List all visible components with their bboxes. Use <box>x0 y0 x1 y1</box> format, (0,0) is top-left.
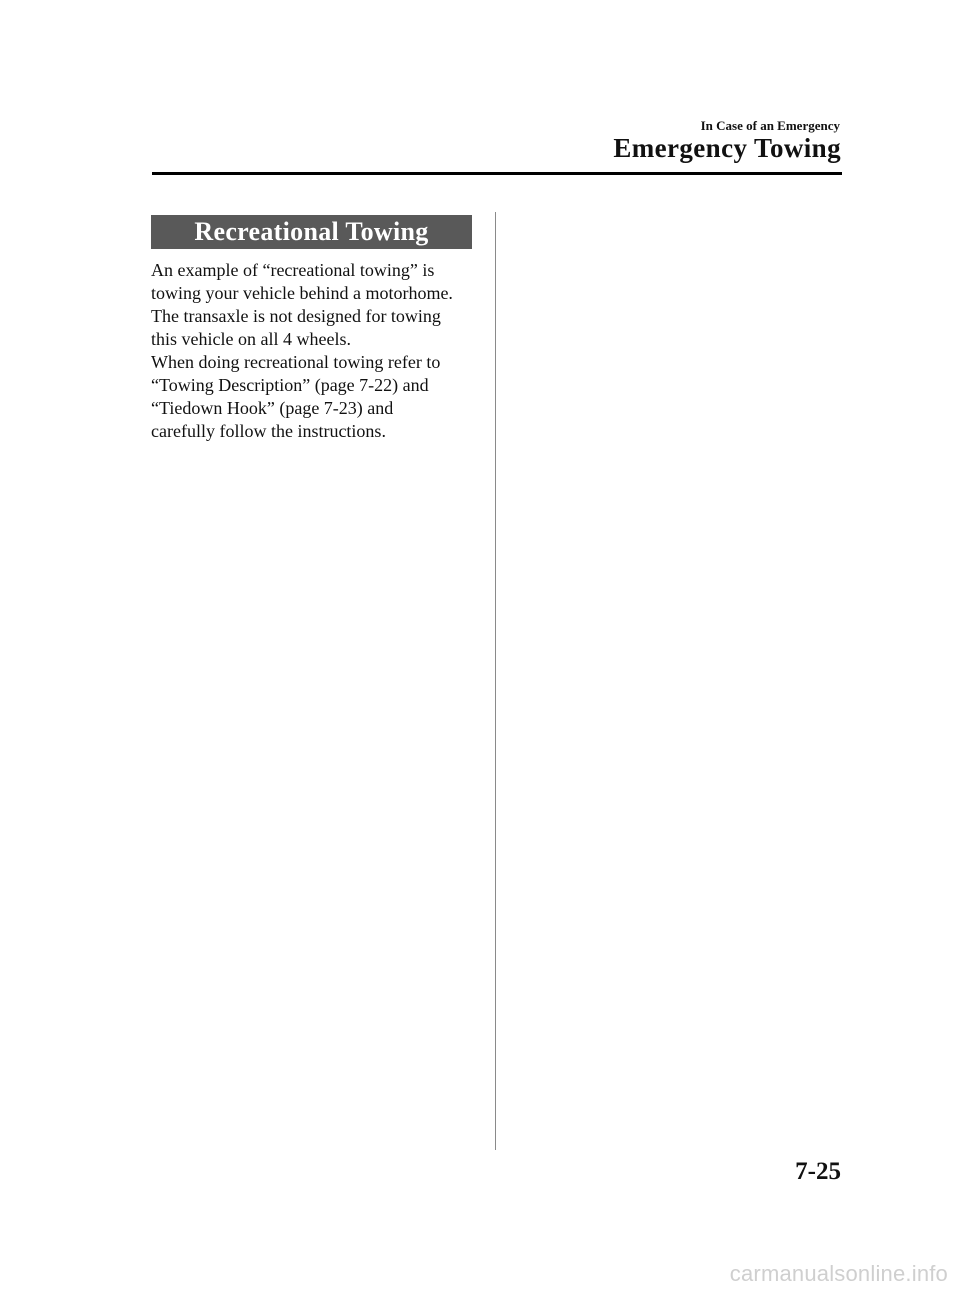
body-line: carefully follow the instructions. <box>151 421 386 441</box>
header-divider <box>152 172 842 175</box>
section-heading: Emergency Towing <box>613 133 841 163</box>
body-line: When doing recreational towing refer to <box>151 352 441 372</box>
column-divider <box>495 212 496 1150</box>
body-line: towing your vehicle behind a motorhome. <box>151 283 453 303</box>
body-line: “Towing Description” (page 7-22) and <box>151 375 429 395</box>
body-line: this vehicle on all 4 wheels. <box>151 329 351 349</box>
body-line: An example of “recreational towing” is <box>151 260 435 280</box>
chapter-title: In Case of an Emergency <box>700 118 840 133</box>
watermark-text: carmanualsonline.info <box>729 1261 948 1286</box>
subsection-title-banner: Recreational Towing <box>151 215 472 249</box>
body-line: The transaxle is not designed for towing <box>151 306 441 326</box>
body-paragraph <box>151 259 481 443</box>
page-number: 7-25 <box>795 1158 841 1185</box>
body-line: “Tiedown Hook” (page 7-23) and <box>151 398 394 418</box>
